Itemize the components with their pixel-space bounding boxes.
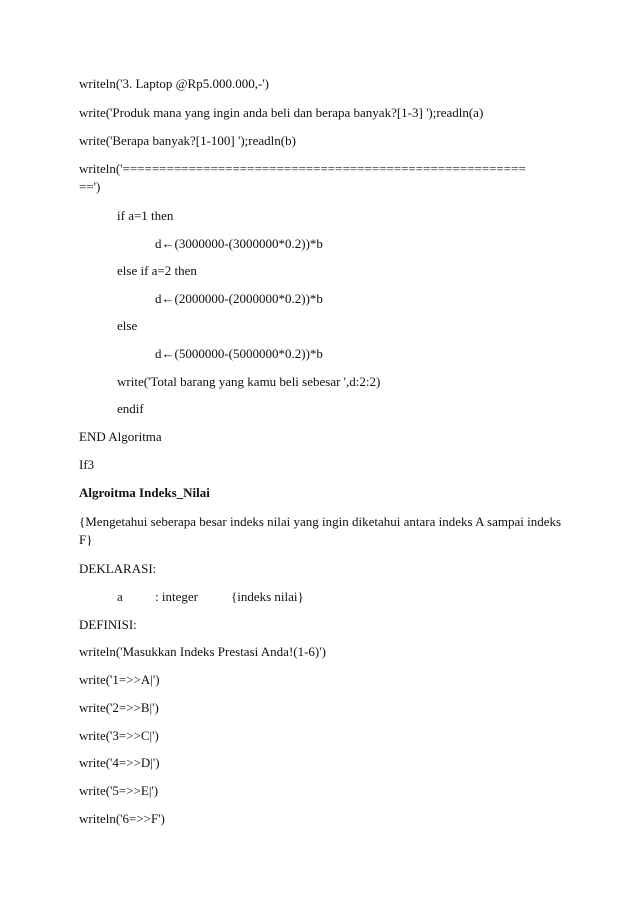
code-line: DEKLARASI: [79,561,157,576]
code-line: F} [79,532,93,547]
code-line: DEFINISI: [79,617,137,632]
declaration-line [117,588,304,606]
section-title: Algroitma Indeks_Nilai [79,485,210,500]
code-line: else if a=2 then [117,263,197,278]
code-line: if a=1 then [117,208,174,223]
var-name: a [117,589,123,604]
code-line: write('Produk mana yang ingin anda beli dan berapa banyak?[1-3] ');readln(a) [79,105,484,120]
code-line: else [117,318,138,333]
code-line: {Mengetahui seberapa besar indeks nilai yang ingin diketahui antara indeks A sampai indeks [79,514,562,529]
code-line: write('2=>>B|') [79,700,159,715]
code-line: write('3=>>C|') [79,728,159,743]
code-line: writeln('Masukkan Indeks Prestasi Anda!(1-6)') [79,644,326,659]
code-line: writeln('======================================================= [79,161,526,176]
code-line: write('1=>>A|') [79,672,160,687]
code-line: writeln('6=>>F') [79,811,165,826]
code-line: write('Total barang yang kamu beli sebesar ',d:2:2) [117,374,381,389]
code-line: END Algoritma [79,429,162,444]
code-line: d←(5000000-(5000000*0.2))*b [155,346,323,361]
code-line: writeln('3. Laptop @Rp5.000.000,-') [79,76,269,91]
code-line: d←(3000000-(3000000*0.2))*b [155,236,323,251]
code-line: If3 [79,457,95,472]
code-line: ==') [79,179,101,194]
var-type: : integer [155,589,198,604]
code-line: write('Berapa banyak?[1-100] ');readln(b) [79,133,296,148]
code-line: write('4=>>D|') [79,755,160,770]
code-line: d←(2000000-(2000000*0.2))*b [155,291,323,306]
code-line: endif [117,401,144,416]
code-line: write('5=>>E|') [79,783,159,798]
var-comment: {indeks nilai} [231,589,304,604]
